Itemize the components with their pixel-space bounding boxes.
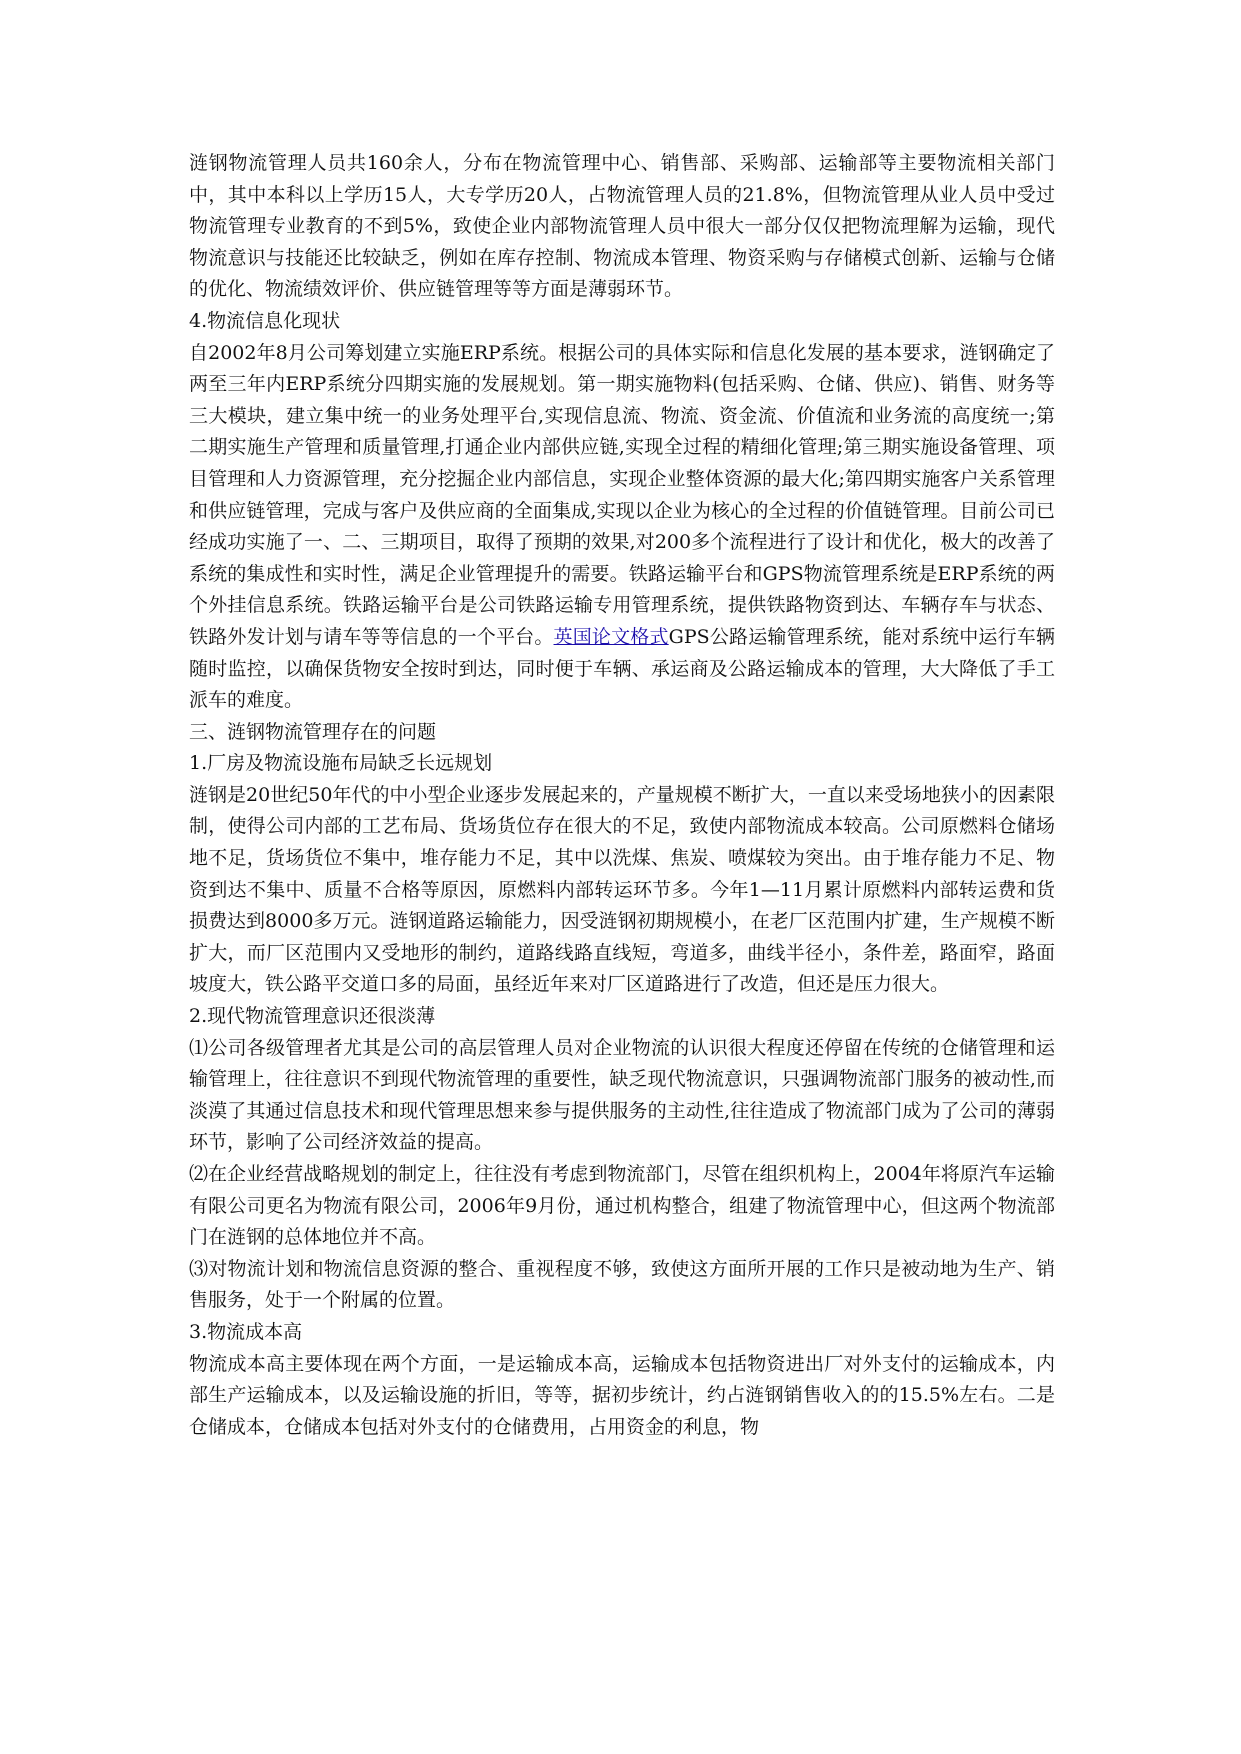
heading-logistics-cost: 3.物流成本高: [189, 1320, 303, 1343]
heading-section-three-problems: 三、涟钢物流管理存在的问题: [189, 720, 437, 743]
document-page: [189, 148, 1055, 1443]
paragraph-staff-overview: 涟钢物流管理人员共160余人，分布在物流管理中心、销售部、采购部、运输部等主要物流相关部门中，其中本科以上学历15人，大专学历20人，占物流管理人员的21.8%，但物流管理从业人员中受过物流管理专业教育的不到5%，致使企业内部物流管理人员中很大一部分仅仅把物流理解为运输，现代物流意识与技能还比较缺乏，例如在库存控制、物流成本管理、物资采购与存储模式创新、运输与仓储的优化、物流绩效评价、供应链管理等等方面是薄弱环节。: [189, 152, 1055, 301]
heading-logistics-informatization: 4.物流信息化现状: [189, 309, 341, 332]
paragraph-layout-planning: 涟钢是20世纪50年代的中小型企业逐步发展起来的，产量规模不断扩大，一直以来受场地狭小的因素限制，使得公司内部的工艺布局、货场货位存在很大的不足，致使内部物流成本较高。公司原燃料仓储场地不足，货场货位不集中，堆存能力不足，其中以洗煤、焦炭、喷煤较为突出。由于堆存能力不足、物资到达不集中、质量不合格等原因，原燃料内部转运环节多。今年1—11月累计原燃料内部转运费和货损费达到8000多万元。涟钢道路运输能力，因受涟钢初期规模小，在老厂区范围内扩建，生产规模不断扩大，而厂区范围内又受地形的制约，道路线路直线短，弯道多，曲线半径小，条件差，路面窄，路面坡度大，铁公路平交道口多的局面，虽经近年来对厂区道路进行了改造，但还是压力很大。: [189, 783, 1055, 996]
paragraph-awareness-point-1: ⑴公司各级管理者尤其是公司的高层管理人员对企业物流的认识很大程度还停留在传统的仓储管理和运输管理上，往往意识不到现代物流管理的重要性，缺乏现代物流意识，只强调物流部门服务的被动性,而淡漠了其通过信息技术和现代管理思想来参与提供服务的主动性,往往造成了物流部门成为了公司的薄弱环节，影响了公司经济效益的提高。: [189, 1036, 1055, 1154]
paragraph-erp-implementation: [189, 338, 1055, 717]
paragraph-awareness-point-2: ⑵在企业经营战略规划的制定上，往往没有考虑到物流部门，尽管在组织机构上，2004年将原汽车运输有限公司更名为物流有限公司，2006年9月份，通过机构整合，组建了物流管理中心，但这两个物流部门在涟钢的总体地位并不高。: [189, 1163, 1055, 1249]
paragraph-awareness-point-3: ⑶对物流计划和物流信息资源的整合、重视程度不够，致使这方面所开展的工作只是被动地为生产、销售服务，处于一个附属的位置。: [189, 1257, 1055, 1312]
paragraph-logistics-cost: 物流成本高主要体现在两个方面，一是运输成本高，运输成本包括物资进出厂对外支付的运输成本，内部生产运输成本，以及运输设施的折旧，等等，据初步统计，约占涟钢销售收入的的15.5%左右。二是仓储成本，仓储成本包括对外支付的仓储费用，占用资金的利息，物: [189, 1352, 1055, 1438]
paragraph-erp-text-after-link: GPS公路运输管理系统，能对系统中运行车辆随时监控，以确保货物安全按时到达，同时便于车辆、承运商及公路运输成本的管理，大大降低了手工派车的难度。: [189, 625, 1055, 712]
heading-logistics-awareness: 2.现代物流管理意识还很淡薄: [189, 1005, 436, 1028]
paragraph-erp-text-before-link: 自2002年8月公司筹划建立实施ERP系统。根据公司的具体实际和信息化发展的基本要求，涟钢确定了两至三年内ERP系统分四期实施的发展规划。第一期实施物料(包括采购、仓储、供应)、销售、财务等三大模块，建立集中统一的业务处理平台,实现信息流、物流、资金流、价值流和业务流的高度统一;第二期实施生产管理和质量管理,打通企业内部供应链,实现全过程的精细化管理;第三期实施设备管理、项目管理和人力资源管理，充分挖掘企业内部信息，实现企业整体资源的最大化;第四期实施客户关系管理和供应链管理，完成与客户及供应商的全面集成,实现以企业为核心的全过程的价值链管理。目前公司已经成功实施了一、二、三期项目，取得了预期的效果,对200多个流程进行了设计和优化，极大的改善了系统的集成性和实时性，满足企业管理提升的需要。铁路运输平台和GPS物流管理系统是ERP系统的两个外挂信息系统。铁路运输平台是公司铁路运输专用管理系统，提供铁路物资到达、车辆存车与状态、铁路外发计划与请车等等信息的一个平台。: [189, 341, 1055, 648]
british-thesis-format-link[interactable]: 英国论文格式: [553, 625, 669, 648]
heading-layout-planning: 1.厂房及物流设施布局缺乏长远规划: [189, 752, 493, 775]
